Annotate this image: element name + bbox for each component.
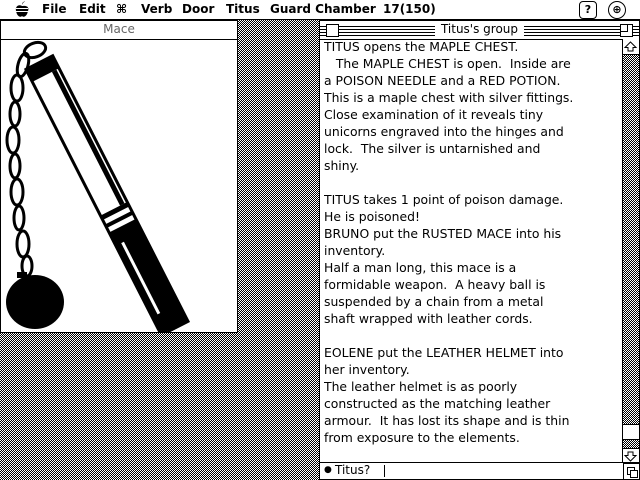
narration-line: shiny.	[324, 158, 360, 173]
application-icon[interactable]: ⊕	[608, 1, 626, 19]
narration-line: armour. It has lost its shape and is thin	[324, 413, 570, 428]
narration-line: lock. The silver is untarnished and	[324, 141, 541, 156]
narration-line: inventory.	[324, 243, 386, 258]
menu-file[interactable]: File	[42, 2, 67, 16]
turn-counter: 17(150)	[383, 2, 436, 16]
narration-line: unicorns engraved into the hinges and	[324, 124, 564, 139]
narration-line: from exposure to the elements.	[324, 430, 520, 445]
menu-command[interactable]: ⌘	[116, 2, 128, 16]
narration-line: He is poisoned!	[324, 209, 420, 224]
narration-line	[324, 327, 622, 344]
narration-line	[324, 174, 622, 191]
image-window-titlebar[interactable]	[1, 21, 237, 40]
narration-line: This is a maple chest with silver fittings.	[324, 90, 574, 105]
menu-door[interactable]: Door	[182, 2, 215, 16]
scroll-thumb[interactable]	[623, 424, 639, 440]
size-box-icon[interactable]	[623, 463, 639, 479]
narration-line: The MAPLE CHEST is open. Inside are	[324, 56, 571, 71]
narration-line: Half a man long, this mace is a	[324, 260, 517, 275]
vertical-scrollbar[interactable]	[622, 39, 639, 464]
menu-verb[interactable]: Verb	[141, 2, 173, 16]
help-icon[interactable]: ?	[579, 1, 597, 19]
image-window	[0, 20, 238, 333]
apple-menu-icon[interactable]	[14, 1, 30, 18]
narration-line: EOLENE put the LEATHER HELMET into	[324, 345, 564, 360]
narration-line: BRUNO put the RUSTED MACE into his	[324, 226, 562, 241]
narration-line: her inventory.	[324, 362, 410, 377]
menu-titus[interactable]: Titus	[226, 2, 260, 16]
scroll-up-arrow-icon[interactable]	[623, 39, 639, 55]
narration-line: formidable weapon. A heavy ball is	[324, 277, 546, 292]
narration-line: TITUS opens the MAPLE CHEST.	[324, 39, 519, 54]
text-window	[319, 20, 640, 480]
narration-line: The leather helmet is as poorly	[324, 379, 518, 394]
prompt-bullet-icon: ●	[324, 465, 332, 475]
narration-line: Close examination of it reveals tiny	[324, 107, 544, 122]
narration-text	[324, 38, 622, 478]
mace-illustration	[1, 40, 237, 332]
text-window-title: Titus's group	[435, 21, 524, 38]
menu-bar	[0, 0, 640, 20]
image-window-title: Mace	[97, 21, 141, 38]
narration-line: constructed as the matching leather	[324, 396, 551, 411]
narration-line: TITUS takes 1 point of poison damage.	[324, 192, 564, 207]
narration-line: suspended by a chain from a metal	[324, 294, 544, 309]
zoom-box-icon[interactable]	[620, 24, 633, 37]
narration-line: a POISON NEEDLE and a RED POTION.	[324, 73, 561, 88]
close-box-icon[interactable]	[326, 24, 339, 37]
command-input-bar[interactable]	[320, 462, 639, 479]
command-prompt: Titus?	[335, 463, 371, 477]
menu-edit[interactable]: Edit	[79, 2, 106, 16]
text-cursor	[384, 465, 385, 477]
narration-line: shaft wrapped with leather cords.	[324, 311, 533, 326]
menu-location[interactable]: Guard Chamber	[270, 2, 376, 16]
